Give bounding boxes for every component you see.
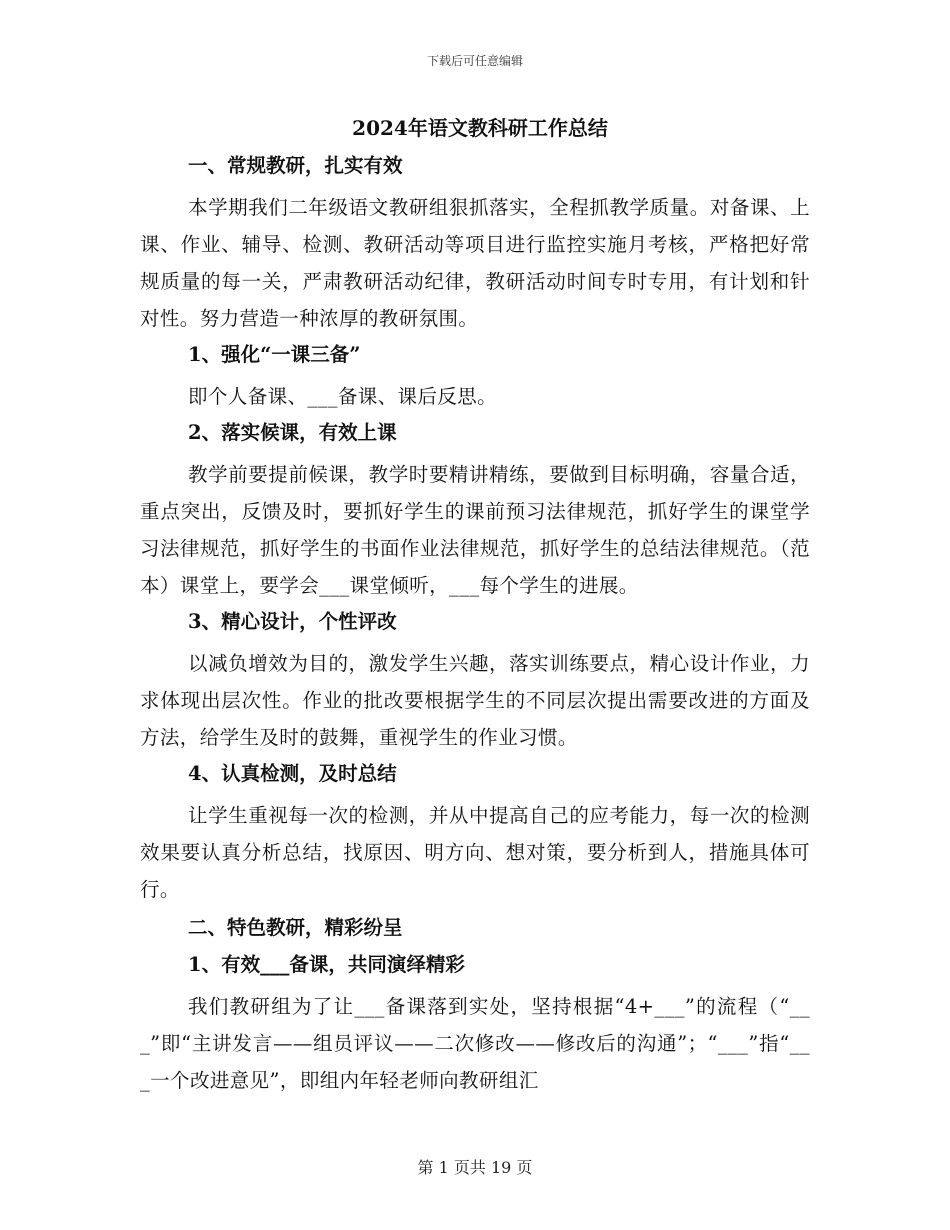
paragraph-collective-prep: 我们教研组为了让___备课落到实处，坚持根据“4+___”的流程（“___”即“主讲发言——组员评议——二次修改——修改后的沟通”；“___”指“___一个改进意见”，即组内年轻老师向教研组汇 bbox=[140, 995, 810, 1092]
subheading-1-4: 4、认真检测，及时总结 bbox=[188, 762, 397, 785]
document-title: 2024年语文教科研工作总结 bbox=[352, 116, 608, 140]
document-body bbox=[140, 114, 810, 1100]
paragraph-homework-design: 以减负增效为目的，激发学生兴趣，落实训练要点，精心设计作业，力求体现出层次性。作业的批改要根据学生的不同层次提出需要改进的方面及方法，给学生及时的鼓舞，重视学生的作业习惯。 bbox=[140, 652, 810, 749]
page-header-note: 下载后可任意编辑 bbox=[426, 54, 523, 68]
section-heading-1: 一、常规教研，扎实有效 bbox=[188, 154, 403, 177]
page-footer-page-number: 第 1 页共 19 页 bbox=[417, 1158, 533, 1177]
subheading-1-2: 2、落实候课，有效上课 bbox=[188, 421, 397, 444]
paragraph-classroom-teaching: 教学前要提前候课，教学时要精讲精练，要做到目标明确，容量合适，重点突出，反馈及时，要抓好学生的课前预习法律规范，抓好学生的课堂学习法律规范，抓好学生的书面作业法律规范，抓好学生的总结法律规范。（范本）课堂上，要学会___课堂倾听，___每个学生的进展。 bbox=[140, 463, 810, 597]
section-heading-2: 二、特色教研，精彩纷呈 bbox=[188, 916, 403, 939]
subheading-2-1: 1、有效___备课，共同演绎精彩 bbox=[188, 953, 465, 976]
paragraph-routine-research: 本学期我们二年级语文教研组狠抓落实，全程抓教学质量。对备课、上课、作业、辅导、检测、教研活动等项目进行监控实施月考核，严格把好常规质量的每一关，严肃教研活动纪律，教研活动时间专时专用，有计划和针对性。努力营造一种浓厚的教研氛围。 bbox=[140, 196, 810, 330]
paragraph-testing: 让学生重视每一次的检测，并从中提高自己的应考能力，每一次的检测效果要认真分析总结，找原因、明方向、想对策，要分析到人，措施具体可行。 bbox=[140, 804, 810, 901]
paragraph-lesson-prep: 即个人备课、___备课、课后反思。 bbox=[188, 385, 498, 408]
subheading-1-3: 3、精心设计，个性评改 bbox=[188, 610, 397, 633]
subheading-1-1: 1、强化“一课三备” bbox=[188, 343, 361, 366]
